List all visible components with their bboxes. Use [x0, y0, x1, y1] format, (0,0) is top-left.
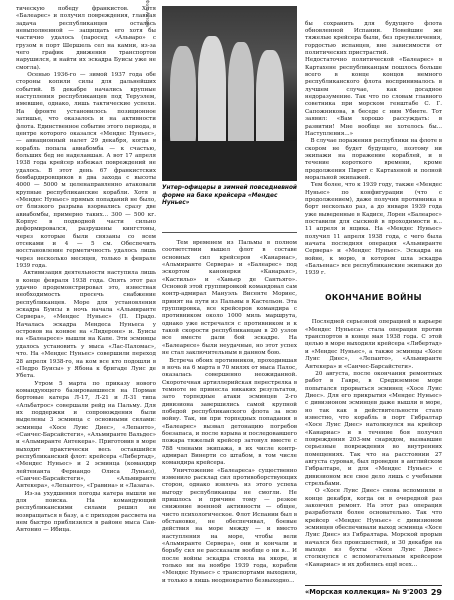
footer [305, 588, 442, 597]
article-column-3-text: бы сохранить для будущего флота обновленной Испании. Новейшие же тяжелые крейсера были, без преувеличения, гордостью испанцев, вне зависимости от политических пристрастий. Недостаточно политической «Балеарес» в Картахене республиканцам пошлось больше всего в конце концов немного республиканского флота воспринималось в лучшем случае, как досадное недоразумение. Так что по словам главного советника при морском генштабе С. Г. Сапожникова, в беседе с ним Убиете. Тот заявил: «Вам хорошо рассуждать: в развитии! Мне вообще не хотелось бы... Наступления...» В случае поражения республики на флоте в скором не будет будущего, поэтому ни экипажи на поражение кораблей, и в течение короткого времени, кроме продолжения Пирет с Картахеной и полной моральной экипажей. Тем более, что к 1939 году, также «Мендес Нуньес» по конфигурации (что с продолжением), даже получив противника в борт несколько раз, а до января 1939 года уже выведенные в Кадисе, Лорен «Балеарес» поставили для сыскной в проходимости в... 11 апреля и ящика. На «Мендес Нуньес» получил 11 апреля 1938 года, с чего была начата последняя операция «Альмиранте Сервера» и «Мендес Нуньес». Эскадра на войне, к морю, в котором шла эскадра «Бальенас» все республиканские экипажи до 1939 г. [305, 20, 443, 277]
photo [162, 6, 297, 181]
section-heading: ОКОНЧАНИЕ ВОЙНЫ [325, 293, 422, 303]
article-column-3 [305, 6, 442, 576]
footer-divider [305, 585, 442, 586]
photo-credit: Фото Автора [145, 0, 150, 27]
issue-label: «Морская коллекция» № 9'2003 [305, 588, 428, 596]
article-column-2: Тем временем из Пальмы в полном соответствии вышел флот в составе основных сил крейсеров «Канариас», «Альмиранте Сервера» и «Балеарес» под эскортом канонерки «Канарьяс», «Кастильо» и «Хавьер де Сантьяго». Основой этой группировкой командовал сам контр-адмирал Мануэль Висенте Мориес, принят на пути из Пальмы в Кастельон. Эта группировка, все крейсеров командира с противником около 1000 миль маршрута, однако уже встречался с противником и к такой скорости республиканцам в 20 узлов все вместе дали бой эскадре. На «Балеаресе» были неудачные, но этот успех не стал заключительным в данном бою. Встреча обоих противников, проходившая в ночь на 6 марта в 70 милях от мыса Палос, оказалась совершенно неожиданной. Скоротечная артиллерийская перестрелка в темноте не принесла никаких результатов, зато торпедные атаки эсминцев 2-го дивизиона завершились самой крупной победой республиканского флота за всю войну. Так, ни при торпедных попадания в «Балеарес» вызвал детонацию погребов боезапаса, и после взрыва и последовавшего пожара тяжелый крейсер затонул вместе с 788 членами экипажа, в их числе контр-адмирал Винерти со штабом, в том числе командира крейсера. Уничтожение «Балеареса» существенно изменило расклад сил противоборствующих сторон, однако извлечь из этого успеха выгоду республиканцы не смогли. Не пришлось и причине тому — резкое снижение военной активности — общее, чисто психологическое. Флот Испании был в обстановке, не обеспечивал, боевые действия на море между — и вместо наступления на море, чтобы вели «Альмиранте Сервера», они и кончали и борьбу сил не рассказали вообще о ни в... И после войны эскадра стояла на якоре, и только ни на ноябре 1939 года, корабли «Мендес Нуньес» с транспортами выходили, и только в лишь неоднократно безвыходно... [162, 240, 297, 584]
caption-divider [162, 232, 297, 233]
article-column-1: тическую победу франкистов. Хотя «Балеарес» и получил повреждения, главная задача республиканцев осталась невыполненной — защищать его хотя бы частично удалось (паросед «Альваро» с грузом в порт Шершель сел на камни, из-за чего график движения транспортов нарушился, и найти их эскадра Буисы уже не смогла). Осенью 1936-го — зимой 1937 года обе стороны копили силы для дальнейших событий. В декабре начались крупные наступления республиканцев под Теруэлем, имевшие, однако, лишь тактические успехи. На фронте установилось позиционное затишье, что оказалось и на активности флота. Единственное событие этого периода, в центре которого оказался «Мендес Нуньес», — авиационный налет 29 декабря, когда в корабль попала авиабомба — к счастью, больших бед не наделавшая. А вот 17 апреля 1938 года крейсер избежал повреждений не удалось. В этот день 67 франкистских бомбардировщиков в два захода с высоты 4000 — 5000 м целенаправленно атаковали крупные республиканские корабли. Хотя в «Мендес Нуньес» прямых попаданий не было, от близкого разрыва взорвались сразу две авиабомбы, примерно таких... 300 — 500 кг. Корпус в подводной части сильно деформировался, разрушены кингстоны, через которые были связаны со всем отсеками и 4 — 5 см. Обеспечить восстановление герметичность удалось лишь через несколько месяцев, только в феврале 1939 года. Активизация деятельности наступила лишь в конце февраля 1938 года. Опять этот раз удачно продемонстрировал это, известная необходимость пресечь снабжение республиканцев. Море для установления эскадра Буисы в ночь начала «Альмиранте Сервера», «Мендес Нуньес» (П. Прадо. Началась эскадра Мендеса Нуньеса у островов на конвое на «Лидероне» и. Буисы на «Балеаресе» вышли на Капе. Эти эсминцы удалось установить у мыса «Лас-Паломас», что. На «Мендес Нуньес» совершили переход 28 апреля 1938-го, на ком все кто подошли в «Педро Буисы» у Ябона к бригаде Луис де Убета. Утром 5 марта по приказу нового командующего базировавшиеся на Порман бортовые катера Л-17, Л-21 и Л-31 типа «Альбатрос» совершали рейд на Пальму. Для их поддержки и сопровождения были выделены 3 эсминца с основными силами: эсминцы «Хосе Луис Диес», «Лепанто», «Санчес-Барсайстеги», «Альмиранте Вальдес» и «Альмиранте Антекера». Приготовив в море выходит практически весь оставшийся республиканский флот: крейсера «Либертад», «Мендес Нуньес» и 2 эсминца (командир лейтенанта Фернандо Олиса Луньез), «Санчес-Барсайстеги», «Альмиранте Антекера», «Лепанто», «Гравина» и «Лазага». Из-за ухудшения погоды катера вышли не для поиска. На командующий республиканскими силами решил не возвращаться в базу, а с приходом рассвета на нем быстро приблизился в районе мыса Сан-Антонио — Ибица. [16, 6, 156, 534]
article-column-3-continued: Последней серьезной операцией в карьере «Мендес Нуньеса» стала операция против транспортов в конце мая 1938 года. С этой целью в море выходили крейсера «Либертад» и «Мендес Нуньес», а также эсминцы «Хосе Луис Диес», «Лепанто», «Альмиранте Антекера» и «Санчес-Барсайстеги». 20 августа, после окончания ремонтных работ в Гавре, в Средиземное море попытался прорваться эсминец «Хосе Луис Диес». Для его прикрытия «Мендес Нуньес» с дивизионом эсминцев даже вышли в море, но так как в действительности стало известно, что корабль в порт Гибралтар «Хосе Луис Диес» натолкнулся на крейсер «Канариас» и в течение боя получил повреждения 203-мм снарядом, вызвавшие серьезные повреждения во внутренних помещениях. Так что на расстоянии 27 августа суровая, был проведен в английском Гибралтаре, и для «Мендес Нуньес» с дивизионом все свое дело лишь с учебными стрельбами. О «Хосе Луис Диес» снова вспомнили в конце декабря, когда он в очередной раз закончил ремонт. На этот раз операция разработали более основательно. Так что крейсер «Мендес Нуньес» с дивизионом эсминцев обеспечивали выход эсминца «Хосе Луис Диес» из Гибралтара. Морской прорыв начался без происшествий, и 30 декабря на выходе из бухты «Хосе Луис Диес» столкнулся с вспомогательным крейсером «Канариас» и их добились ещё всех... [305, 319, 442, 568]
page-number: 29 [430, 588, 442, 597]
photo-caption: Унтер-офицеры в зимней повседневной форме на баке крейсера «Мендес Нуньес» [162, 185, 297, 206]
